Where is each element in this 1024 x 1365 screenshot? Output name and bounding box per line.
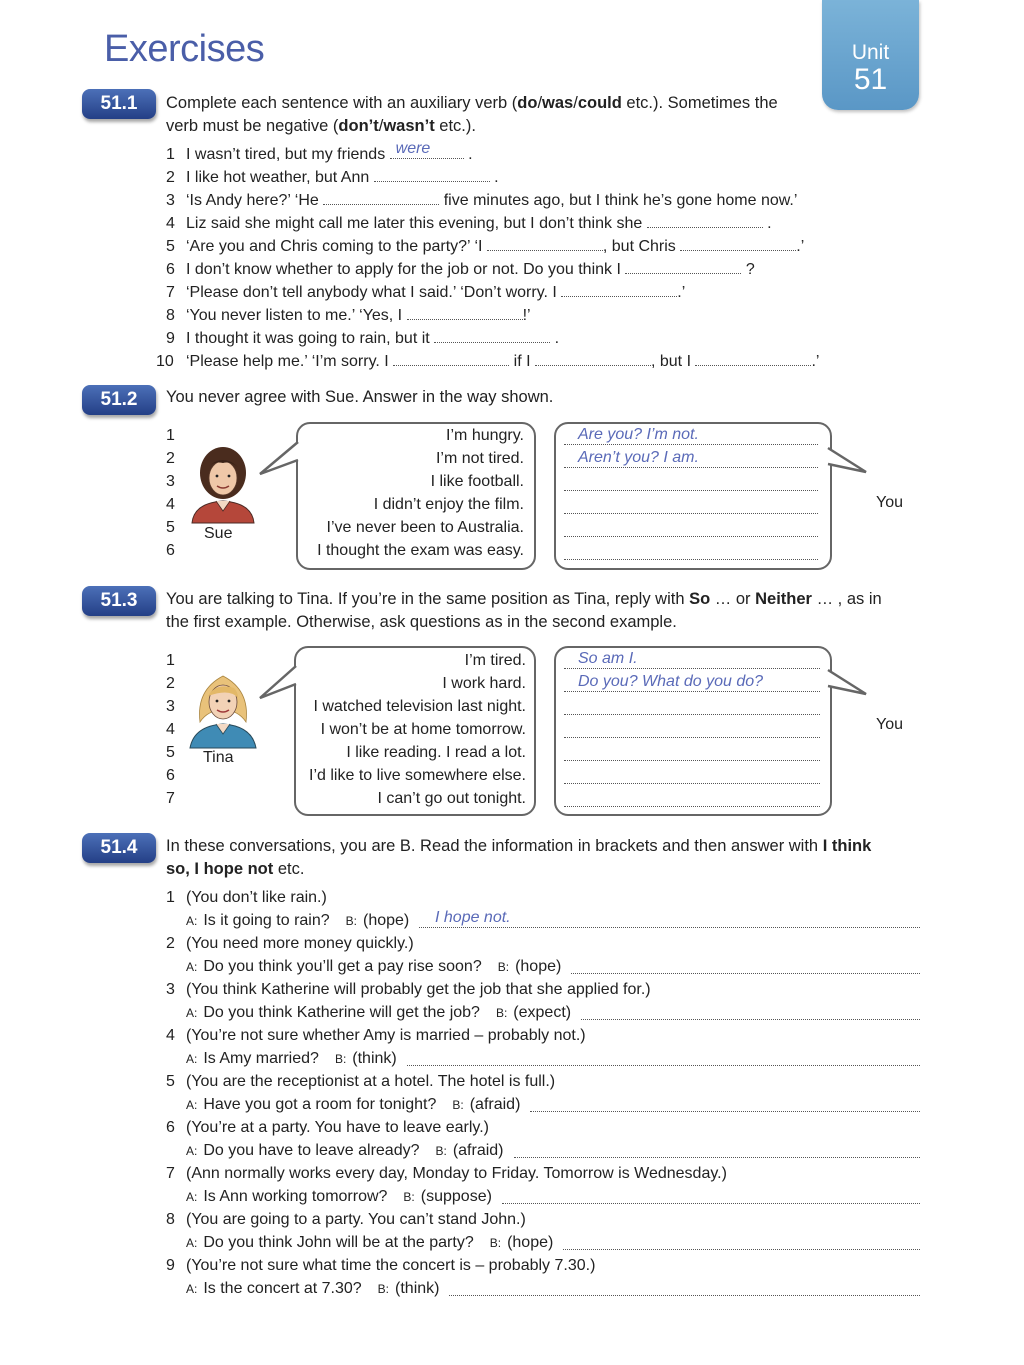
exercise-badge-51-2: 51.2 [82,385,156,415]
answer-line[interactable]: Are you? I’m not. [564,422,818,445]
exercise-item: 3 ‘Is Andy here?’ ‘He five minutes ago, but I think he’s gone home now.’ [166,192,798,209]
answer-line[interactable] [564,468,818,491]
conversation-info: 1 (You don’t like rain.) [166,889,327,906]
exercise-item: 1 I wasn’t tired, but my friends were . [166,140,473,163]
answer-blank[interactable] [487,236,603,251]
exercise-item: 2 I like hot weather, but Ann . [166,169,499,186]
answer-blank[interactable] [323,190,439,205]
person-label: Tina [203,749,234,766]
conversation-info: 7 (Ann normally works every day, Monday to Friday. Tomorrow is Wednesday.) [166,1165,727,1182]
bubble-tail-left [258,664,302,704]
exercise-instruction: Complete each sentence with an auxiliary verb (do/was/could etc.). Sometimes the verb must be negative (don’t/wasn’t etc.). [166,94,778,135]
answer-blank[interactable] [434,328,550,343]
answer-line[interactable] [449,1277,920,1296]
answer-blank[interactable] [393,351,509,366]
item-numbers: 1 2 3 4 5 6 [166,427,175,559]
conversation-question: A: Is the concert at 7.30? B: (think) [186,1280,440,1297]
item-numbers: 1 2 3 4 5 6 7 [166,652,175,807]
answer-blank[interactable] [695,351,811,366]
answer-blank[interactable]: were [390,144,464,159]
exercise-item: 9 I thought it was going to rain, but it . [166,330,560,347]
answer-line[interactable]: Aren’t you? I am. [564,445,818,468]
answer-blank[interactable] [561,282,677,297]
exercise-item: 6 I don’t know whether to apply for the job or not. Do you think I ? [166,261,755,278]
tina-avatar [186,670,260,748]
conversation-info: 6 (You’re at a party. You have to leave early.) [166,1119,490,1136]
exercise-instruction: In these conversations, you are B. Read the information in brackets and then answer with I think so, I hope not etc. [166,837,872,878]
person-label: Sue [204,525,233,542]
speech-statements: I’m hungry. I’m not tired. I like football. I didn’t enjoy the film. I’ve never been to Australia. I thought the exam was easy. [317,427,524,559]
conversation-info: 3 (You think Katherine will probably get the job that she applied for.) [166,981,651,998]
conversation-question: A: Is it going to rain? B: (hope) [186,912,410,929]
answer-line[interactable]: So am I. [564,646,820,669]
exercise-item: 7 ‘Please don’t tell anybody what I said.’ ‘Don’t worry. I .’ [166,284,686,301]
unit-number: 51 [853,63,888,96]
answer-line[interactable] [564,715,820,738]
conversation-question: A: Do you think you’ll get a pay rise soon? B: (hope) [186,958,562,975]
exercise-item: 5 ‘Are you and Chris coming to the party?’ ‘I , but Chris .’ [166,238,805,255]
answer-line[interactable] [502,1185,920,1204]
answer-line[interactable] [564,738,820,761]
you-label: You [876,494,903,511]
answer-line[interactable] [407,1047,920,1066]
answer-blank[interactable] [680,236,796,251]
answer-line[interactable] [514,1139,920,1158]
answer-line[interactable] [564,692,820,715]
conversation-question: A: Do you think Katherine will get the job? B: (expect) [186,1004,572,1021]
you-label: You [876,716,903,733]
conversation-info: 5 (You are the receptionist at a hotel. The hotel is full.) [166,1073,556,1090]
conversation-question: A: Do you have to leave already? B: (afraid) [186,1142,504,1159]
conversation-question: A: Have you got a room for tonight? B: (afraid) [186,1096,521,1113]
unit-tab [822,0,919,110]
bubble-tail-right [826,668,870,708]
conversation-info: 4 (You’re not sure whether Amy is married – probably not.) [166,1027,586,1044]
conversation-question: A: Do you think John will be at the party? B: (hope) [186,1234,554,1251]
exercise-badge-51-1: 51.1 [82,89,156,119]
bubble-tail-left [258,440,302,480]
exercise-item: 10 ‘Please help me.’ ‘I’m sorry. I if I , but I .’ [156,353,820,370]
answer-line[interactable] [571,955,920,974]
conversation-info: 2 (You need more money quickly.) [166,935,414,952]
conversation-info: 9 (You’re not sure what time the concert is – probably 7.30.) [166,1257,596,1274]
page-title: Exercises [104,28,265,70]
exercise-item: 4 Liz said she might call me later this evening, but I don’t think she . [166,215,772,232]
answer-line[interactable] [564,761,820,784]
answer-line[interactable] [564,784,820,807]
answer-line[interactable]: I hope not. [419,909,920,928]
answer-line[interactable] [564,537,818,560]
unit-label: Unit [851,41,890,64]
exercise-badge-51-3: 51.3 [82,586,156,616]
exercise-instruction: You never agree with Sue. Answer in the way shown. [166,388,554,406]
answer-line[interactable] [563,1231,920,1250]
answer-line[interactable] [581,1001,920,1020]
exercise-instruction: You are talking to Tina. If you’re in the same position as Tina, reply with So … or Neither … , as in the first example. Otherwise, ask questions as in the second example. [166,590,882,631]
answer-blank[interactable] [535,351,651,366]
sue-avatar [186,445,260,523]
answer-line[interactable]: Do you? What do you do? [564,669,820,692]
exercise-item: 8 ‘You never listen to me.’ ‘Yes, I !’ [166,307,531,324]
answer-line[interactable] [564,514,818,537]
answer-line[interactable] [564,491,818,514]
conversation-question: A: Is Amy married? B: (think) [186,1050,397,1067]
answer-line[interactable] [530,1093,920,1112]
answer-blank[interactable] [647,213,763,228]
conversation-question: A: Is Ann working tomorrow? B: (suppose) [186,1188,492,1205]
answer-blank[interactable] [625,259,741,274]
answer-blank[interactable] [374,167,490,182]
speech-statements: I’m tired. I work hard. I watched television last night. I won’t be at home tomorrow. I like reading. I read a lot. I’d like to live somewhere else. I can’t go out tonight. [309,652,526,807]
answer-blank[interactable] [407,305,523,320]
conversation-info: 8 (You are going to a party. You can’t stand John.) [166,1211,526,1228]
bubble-tail-right [826,446,870,486]
exercise-badge-51-4: 51.4 [82,833,156,863]
